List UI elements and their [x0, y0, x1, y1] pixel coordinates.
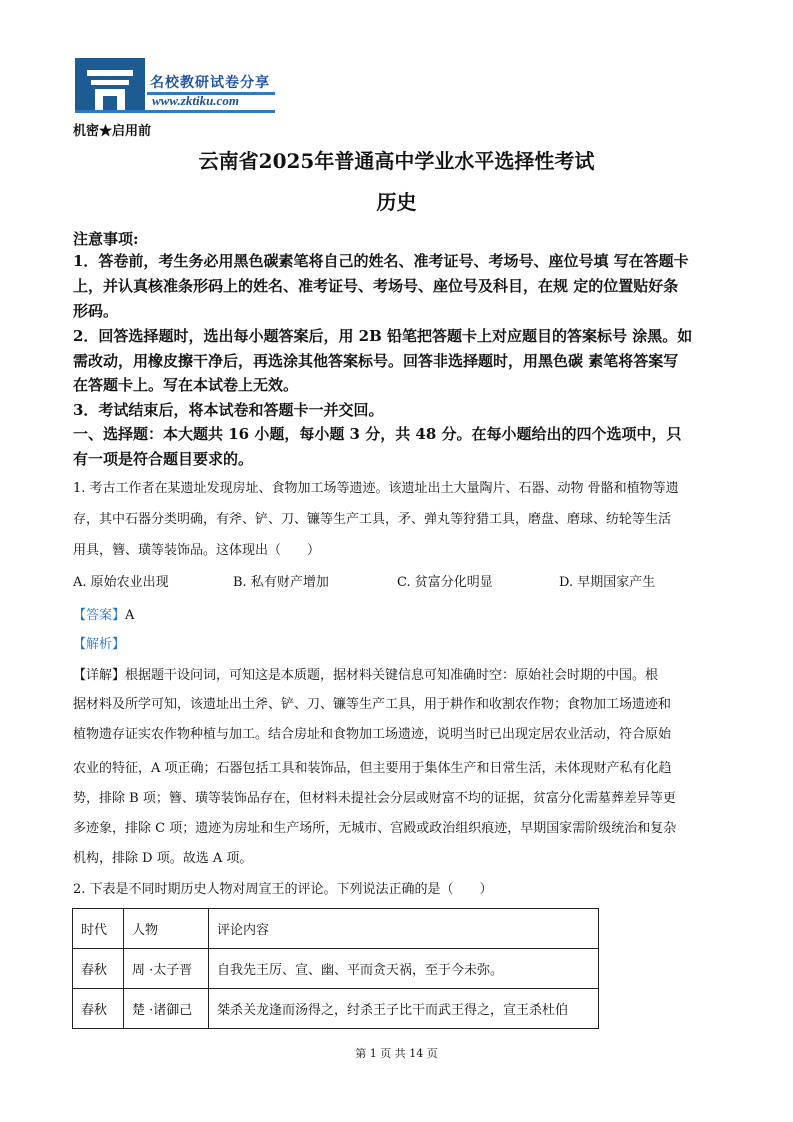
answer-tag: 【答案】	[73, 608, 126, 623]
table-cell: 春秋	[73, 989, 124, 1029]
q2-table	[72, 908, 599, 1029]
q1-option-c: C. 贫富分化明显	[397, 575, 493, 590]
q1-detail-line-5: 势，排除 B 项；簪、璜等装饰品存在，但材料未提社会分层或财富不均的证据，贫富分化需墓葬差异等更	[73, 791, 676, 806]
note-1-line-3: 形码。	[73, 302, 119, 320]
note-2-line-3: 在答题卡上。写在本试卷上无效。	[73, 376, 299, 394]
q1-detail-line-7: 机构，排除 D 项。故选 A 项。	[73, 851, 253, 866]
table-cell: 春秋	[73, 949, 124, 989]
note-2-line-1: 2．回答选择题时，选出每小题答案后，用 2B 铅笔把答题卡上对应题目的答案标号 涂黑。如	[73, 327, 693, 345]
exam-subject: 历史	[376, 190, 417, 214]
logo-text: 名校教研试卷分享	[150, 75, 270, 91]
q1-option-a: A. 原始农业出现	[73, 575, 169, 590]
logo-url[interactable]: www.zktiku.com	[152, 93, 239, 108]
section-heading-line-1: 一、选择题：本大题共 16 小题，每小题 3 分，共 48 分。在每小题给出的四个选项中，只	[73, 425, 682, 443]
page-footer: 第 1 页 共 14 页	[355, 1047, 438, 1060]
notes-heading: 注意事项:	[73, 230, 139, 248]
q1-detail-line-1: 【详解】根据题干设问词，可知这是本质题，据材料关键信息可知准确时空：原始社会时期的中国。根	[73, 668, 659, 683]
table-header-cell: 评论内容	[209, 909, 599, 949]
q1-stem-line-2: 存，其中石器分类明确，有斧、铲、刀、镰等生产工具，矛、弹丸等狩猎工具，磨盘、磨球、纺轮等生活	[73, 512, 672, 527]
table-cell: 周 ·太子晋	[124, 949, 209, 989]
q2-stem: 2. 下表是不同时期历史人物对周宣王的评论。下列说法正确的是（ ）	[73, 882, 493, 897]
exam-title: 云南省2025年普通高中学业水平选择性考试	[198, 149, 595, 173]
note-1-line-1: 1．答卷前，考生务必用黑色碳素笔将自己的姓名、准考证号、考场号、座位号填 写在答题卡	[73, 252, 689, 270]
q1-detail-line-3: 植物遗存证实农作物种植与加工。结合房址和食物加工场遗迹，说明当时已出现定居农业活动，符合原始	[73, 727, 672, 742]
table-row	[73, 949, 599, 989]
table-cell: 自我先王厉、宣、幽、平而贪天祸，至于今未弥。	[209, 949, 599, 989]
table-cell: 桀杀关龙逢而汤得之，纣杀王子比干而武王得之，宣王杀杜伯	[209, 989, 599, 1029]
q1-option-b: B. 私有财产增加	[233, 575, 329, 590]
q1-detail-line-2: 据材料及所学可知，该遗址出土斧、铲、刀、镰等生产工具，用于耕作和收割农作物；食物加工场遗迹和	[73, 697, 672, 712]
note-1-line-2: 上，并认真核准条形码上的姓名、准考证号、考场号、座位号及科目，在规 定的位置贴好条	[73, 277, 679, 295]
table-cell: 楚 ·诸御己	[124, 989, 209, 1029]
q1-detail-line-6: 多迹象，排除 C 项；遗迹为房址和生产场所，无城市、宫殿或政治组织痕迹，早期国家需阶级统治和复杂	[73, 821, 677, 836]
q1-answer	[73, 604, 134, 623]
note-3: 3．考试结束后，将本试卷和答题卡一并交回。	[73, 401, 384, 419]
q1-analysis-tag: 【解析】	[73, 637, 126, 652]
table-header-cell: 人物	[124, 909, 209, 949]
q1-option-d: D. 早期国家产生	[559, 575, 656, 590]
answer-value: A	[125, 608, 135, 623]
table-header-cell: 时代	[73, 909, 124, 949]
section-heading-line-2: 有一项是符合题目要求的。	[73, 450, 254, 468]
note-2-line-2: 需改动，用橡皮擦干净后，再选涂其他答案标号。回答非选择题时，用黑色碳 素笔将答案写	[73, 352, 679, 370]
confidential-label: 机密★启用前	[73, 124, 152, 139]
table-header-row	[73, 909, 599, 949]
q1-stem-line-3: 用具，簪、璜等装饰品。这体现出（ ）	[73, 543, 321, 558]
q1-stem-line-1: 1. 考古工作者在某遗址发现房址、食物加工场等遗迹。该遗址出土大量陶片、石器、动物 骨骼和植物等遗	[73, 481, 679, 496]
table-row	[73, 989, 599, 1029]
q1-detail-line-4: 农业的特征，A 项正确；石器包括工具和装饰品，但主要用于集体生产和日常生活，未体现财产私有化趋	[73, 761, 672, 776]
